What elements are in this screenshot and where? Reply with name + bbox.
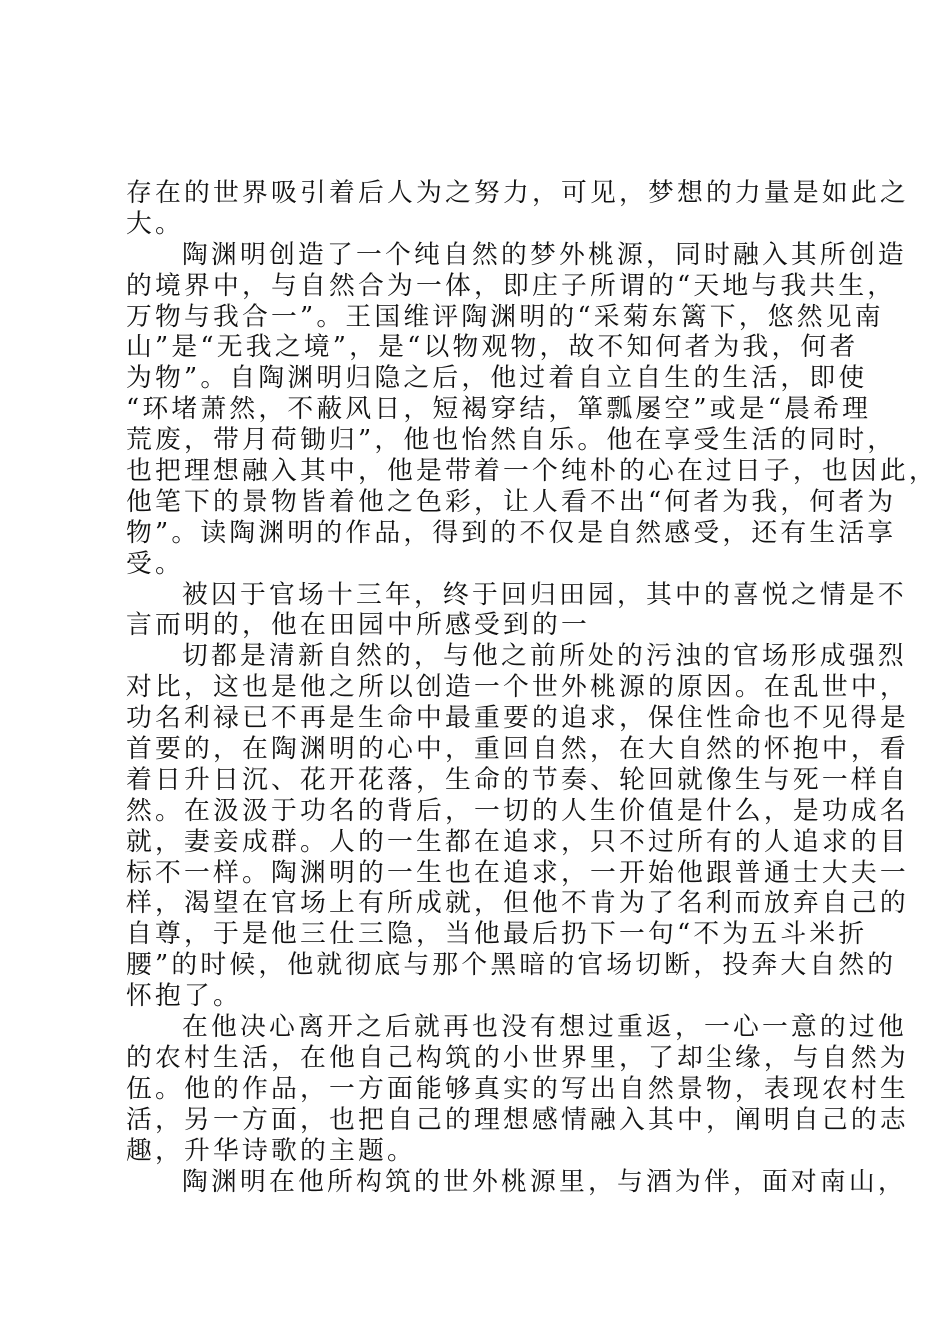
text-line: 物”。读陶渊明的作品，得到的不仅是自然感受，还有生活享 [126, 517, 897, 548]
text-line: 就，妻妾成群。人的一生都在追求，只不过所有的人追求的目 [126, 826, 909, 857]
text-line: 活，另一方面，也把自己的理想感情融入其中，阐明自己的志 [126, 1104, 909, 1135]
text-line: 言而明的，他在田园中所感受到的一 [126, 610, 590, 641]
paragraph-first-line: 在他决心离开之后就再也没有想过重返，一心一意的过他 [182, 1012, 907, 1043]
text-line: 万物与我合一”。王国维评陶渊明的“采菊东篱下，悠然见南 [126, 301, 884, 332]
text-line: 存在的世界吸引着后人为之努力，可见，梦想的力量是如此之 [126, 178, 909, 208]
text-line: 山”是“无我之境”，是“以物观物，故不知何者为我，何者 [126, 332, 859, 363]
text-line: 怀抱了。 [126, 981, 242, 1012]
text-line: 大。 [126, 208, 184, 239]
text-line: 样，渴望在官场上有所成就，但他不肯为了名利而放弃自己的 [126, 888, 909, 919]
text-line: 趣，升华诗歌的主题。 [126, 1135, 416, 1166]
text-line: 也把理想融入其中，他是带着一个纯朴的心在过日子，也因此， [126, 456, 938, 487]
text-line: “环堵萧然，不蔽风日，短褐穿结，箪瓢屡空”或是“晨希理 [126, 394, 872, 425]
paragraph-first-line: 陶渊明创造了一个纯自然的梦外桃源，同时融入其所创造 [182, 239, 907, 270]
text-line: 荒废，带月荷锄归”，他也怡然自乐。他在享受生活的同时， [126, 425, 897, 456]
text-line: 然。在汲汲于功名的背后，一切的人生价值是什么，是功成名 [126, 795, 909, 826]
paragraph-first-line: 陶渊明在他所构筑的世外桃源里，与酒为伴，面对南山， [182, 1166, 907, 1197]
paragraph-first-line: 切都是清新自然的，与他之前所处的污浊的官场形成强烈 [182, 641, 907, 672]
text-line: 首要的，在陶渊明的心中，重回自然，在大自然的怀抱中，看 [126, 734, 909, 765]
text-line: 自尊，于是他三仕三隐，当他最后扔下一句“不为五斗米折 [126, 919, 868, 950]
text-line: 的农村生活，在他自己构筑的小世界里，了却尘缘，与自然为 [126, 1042, 909, 1073]
text-line: 标不一样。陶渊明的一生也在追求，一开始他跟普通士大夫一 [126, 857, 909, 888]
text-line: 着日升日沉、花开花落，生命的节奏、轮回就像生与死一样自 [126, 764, 909, 795]
text-line: 受。 [126, 548, 184, 579]
text-line: 对比，这也是他之所以创造一个世外桃源的原因。在乱世中， [126, 672, 909, 703]
text-line: 他笔下的景物皆着他之色彩，让人看不出“何者为我，何者为 [126, 486, 897, 517]
text-line: 的境界中，与自然合为一体，即庄子所谓的“天地与我共生， [126, 270, 897, 301]
paragraph-first-line: 被囚于官场十三年，终于回归田园，其中的喜悦之情是不 [182, 579, 907, 610]
text-line: 腰”的时候，他就彻底与那个黑暗的官场切断，投奔大自然的 [126, 950, 897, 981]
text-line: 功名利禄已不再是生命中最重要的追求，保住性命也不见得是 [126, 703, 909, 734]
text-line: 伍。他的作品，一方面能够真实的写出自然景物，表现农村生 [126, 1073, 909, 1104]
text-line: 为物”。自陶渊明归隐之后，他过着自立自生的生活，即使 [126, 363, 868, 394]
body-text [126, 178, 938, 1197]
